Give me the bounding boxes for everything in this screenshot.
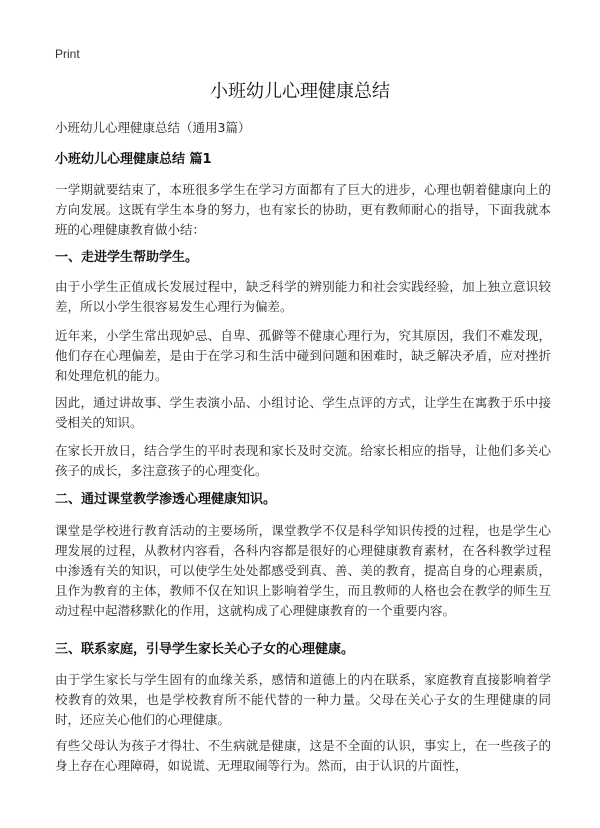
paragraph-2: 近年来，小学生常出现妒忌、自卑、孤僻等不健康心理行为，究其原因，我们不难发现，他们存在心理偏差，是由于在学习和生活中碰到问题和困难时，缺乏解决矛盾，应对挫折和处理危机的能力。 <box>55 328 551 383</box>
section-heading-1: 一、走进学生帮助学生。 <box>55 250 199 265</box>
page-title: 小班幼儿心理健康总结 <box>210 81 390 102</box>
section-heading-3: 三、联系家庭，引导学生家长关心子女的心理健康。 <box>55 642 355 657</box>
document-subtitle: 小班幼儿心理健康总结（通用3篇） <box>55 120 251 135</box>
paragraph-5: 课堂是学校进行教育活动的主要场所，课堂教学不仅是科学知识传授的过程，也是学生心理发展的过程，从教材内容看，各科内容都是很好的心理健康教育素材，在各科教学过程中渗透有关的知识，可以使学生处处都感受到真、善、美的教育，提高自身的心理素质，且作为教育的主体，教师不仅在知识上影响着学生，而且教师的人格也会在教学的师生互动过程中起潜移默化的作用，这就构成了心理健康教育的一个重要内容。 <box>55 523 551 618</box>
paragraph-4: 在家长开放日，结合学生的平时表现和家长及时交流。给家长相应的指导，让他们多关心孩子的成长，多注意孩子的心理变化。 <box>55 443 551 478</box>
section-heading-2: 二、通过课堂教学渗透心理健康知识。 <box>55 492 277 507</box>
paragraph-intro: 一学期就要结束了，本班很多学生在学习方面都有了巨大的进步，心理也朝着健康向上的方向发展。这既有学生本身的努力，也有家长的协助，更有教师耐心的指导，下面我就本班的心理健康教育做小结： <box>55 182 551 237</box>
paragraph-1: 由于小学生正值成长发展过程中，缺乏科学的辨别能力和社会实践经验，加上独立意识较差，所以小学生很容易发生心理行为偏差。 <box>55 279 551 314</box>
paragraph-6: 由于学生家长与学生固有的血缘关系，感情和道德上的内在联系，家庭教育直接影响着学校教育的效果，也是学校教育所不能代替的一种力量。父母在关心子女的生理健康的同时，还应关心他们的心理健康。 <box>55 672 551 727</box>
paragraph-7: 有些父母认为孩子才得壮、不生病就是健康，这是不全面的认识，事实上，在一些孩子的身上存在心理障碍，如说谎、无理取闹等行为。然而，由于认识的片面性， <box>55 738 551 773</box>
paragraph-3: 因此，通过讲故事、学生表演小品、小组讨论、学生点评的方式，让学生在寓教于乐中接受相关的知识。 <box>55 395 551 430</box>
print-link[interactable]: Print <box>55 47 80 61</box>
article-heading: 小班幼儿心理健康总结 篇1 <box>55 152 212 167</box>
